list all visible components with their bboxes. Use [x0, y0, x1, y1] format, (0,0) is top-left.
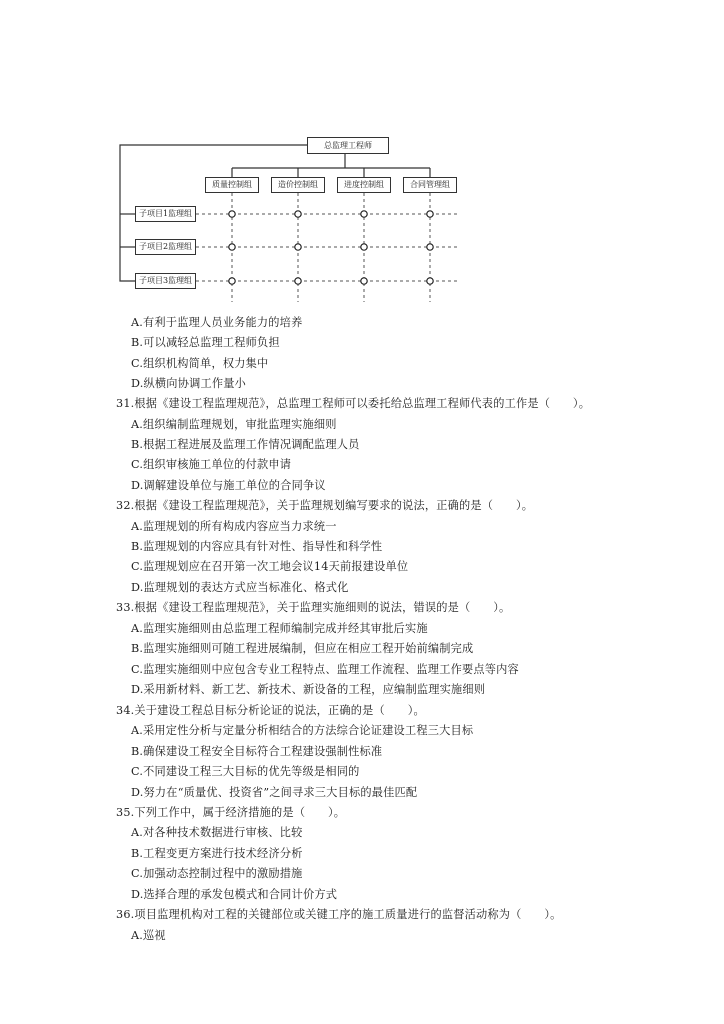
q31-option-c: C.组织审核施工单位的付款申请	[131, 458, 292, 471]
q31-stem: 31.根据《建设工程监理规范》，总监理工程师可以委托给总监理工程师代表的工作是（ ）。	[116, 397, 591, 410]
contract-management-group-box: 合同管理组	[403, 177, 457, 193]
q30-option-a: A.有利于监理人员业务能力的培养	[131, 316, 303, 329]
org-chart-lines	[0, 0, 724, 310]
org-chart	[0, 0, 724, 310]
q34-option-c: C.不同建设工程三大目标的优先等级是相同的	[131, 765, 360, 778]
q30-option-b: B.可以减轻总监理工程师负担	[131, 336, 280, 349]
q35-option-b: B.工程变更方案进行技术经济分析	[131, 847, 303, 860]
q36-stem: 36.项目监理机构对工程的关键部位或关键工序的施工质量进行的监督活动称为（ ）。	[116, 908, 562, 921]
q30-option-c: C.组织机构简单，权力集中	[131, 357, 269, 370]
subproject-3-box: 子项目3监理组	[135, 273, 196, 289]
q32-option-b: B.监理规划的内容应具有针对性、指导性和科学性	[131, 540, 383, 553]
q35-option-d: D.选择合理的承发包模式和合同计价方式	[131, 888, 338, 901]
q32-option-d: D.监理规划的表达方式应当标准化、格式化	[131, 581, 349, 594]
q31-option-b: B.根据工程进展及监理工作情况调配监理人员	[131, 438, 360, 451]
q32-stem: 32.根据《建设工程监理规范》，关于监理规划编写要求的说法，正确的是（ ）。	[116, 499, 534, 512]
schedule-control-group-box: 进度控制组	[337, 177, 391, 193]
q33-option-a: A.监理实施细则由总监理工程师编制完成并经其审批后实施	[131, 622, 428, 635]
q33-stem: 33.根据《建设工程监理规范》，关于监理实施细则的说法，错误的是（ ）。	[116, 601, 511, 614]
cost-control-group-box: 造价控制组	[271, 177, 325, 193]
q32-option-a: A.监理规划的所有构成内容应当力求统一	[131, 520, 337, 533]
q33-option-d: D.采用新材料、新工艺、新技术、新设备的工程，应编制监理实施细则	[131, 683, 486, 696]
q33-option-b: B.监理实施细则可随工程进展编制，但应在相应工程开始前编制完成	[131, 642, 474, 655]
q35-option-a: A.对各种技术数据进行审核、比较	[131, 826, 303, 839]
chief-supervisor-box: 总监理工程师	[307, 137, 389, 154]
quality-control-group-box: 质量控制组	[205, 177, 259, 193]
q36-option-a: A.巡视	[131, 929, 166, 942]
subproject-1-box: 子项目1监理组	[135, 206, 196, 222]
q35-option-c: C.加强动态控制过程中的激励措施	[131, 867, 303, 880]
q30-option-d: D.纵横向协调工作量小	[131, 377, 247, 390]
q35-stem: 35.下列工作中，属于经济措施的是（ ）。	[116, 806, 346, 819]
q31-option-a: A.组织编制监理规划，审批监理实施细则	[131, 418, 337, 431]
subproject-2-box: 子项目2监理组	[135, 239, 196, 255]
q31-option-d: D.调解建设单位与施工单位的合同争议	[131, 479, 326, 492]
q34-stem: 34.关于建设工程总目标分析论证的说法，正确的是（ ）。	[116, 704, 425, 717]
q32-option-c: C.监理规划应在召开第一次工地会议14天前报建设单位	[131, 560, 409, 573]
q34-option-b: B.确保建设工程安全目标符合工程建设强制性标准	[131, 745, 383, 758]
q33-option-c: C.监理实施细则中应包含专业工程特点、监理工作流程、监理工作要点等内容	[131, 663, 519, 676]
q34-option-d: D.努力在“质量优、投资省”之间寻求三大目标的最佳匹配	[131, 786, 418, 799]
q34-option-a: A.采用定性分析与定量分析相结合的方法综合论证建设工程三大目标	[131, 724, 474, 737]
